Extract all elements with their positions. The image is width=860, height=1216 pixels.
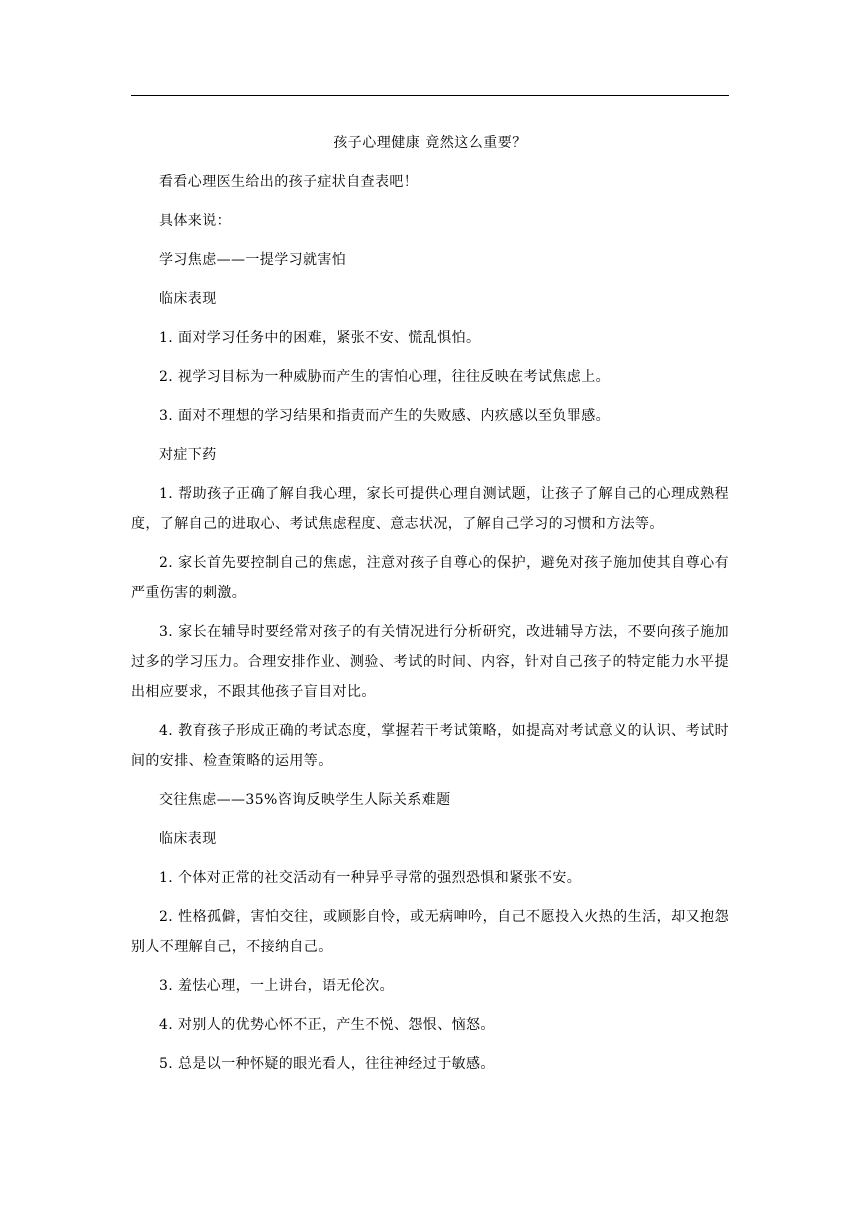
list-item: 2. 家长首先要控制自己的焦虑，注意对孩子自尊心的保护，避免对孩子施加使其自尊心有严重伤害的刺激。	[131, 555, 729, 601]
list-item: 2. 视学习目标为一种威胁而产生的害怕心理，往往反映在考试焦虑上。	[159, 369, 611, 385]
document-body	[131, 128, 729, 1088]
header-rule	[131, 95, 729, 96]
list-item: 3. 家长在辅导时要经常对孩子的有关情况进行分析研究，改进辅导方法，不要向孩子施加过多的学习压力。合理安排作业、测验、考试的时间、内容，针对自己孩子的特定能力水平提出相应要求，不跟其他孩子盲目对比。	[131, 624, 729, 700]
document-title: 孩子心理健康 竟然这么重要？	[333, 135, 527, 151]
list-item: 4. 对别人的优势心怀不正，产生不悦、怨恨、恼怒。	[159, 1017, 495, 1033]
list-item: 5. 总是以一种怀疑的眼光看人，往往神经过于敏感。	[159, 1056, 495, 1072]
subheading-symptoms: 临床表现	[159, 831, 217, 847]
list-item: 1. 帮助孩子正确了解自我心理，家长可提供心理自测试题，让孩子了解自己的心理成熟程度，了解自己的进取心、考试焦虑程度、意志状况，了解自己学习的习惯和方法等。	[131, 486, 729, 532]
subheading-symptoms: 临床表现	[159, 291, 217, 307]
section-heading-social-anxiety: 交往焦虑——35%咨询反映学生人际关系难题	[159, 792, 451, 808]
list-item: 1. 面对学习任务中的困难，紧张不安、慌乱惧怕。	[159, 330, 481, 346]
list-item: 1. 个体对正常的社交活动有一种异乎寻常的强烈恐惧和紧张不安。	[159, 870, 582, 886]
list-item: 4. 教育孩子形成正确的考试态度，掌握若干考试策略，如提高对考试意义的认识、考试时间的安排、检查策略的运用等。	[131, 723, 729, 769]
list-item: 2. 性格孤僻，害怕交往，或顾影自怜，或无病呻吟，自己不愿投入火热的生活，却又抱怨别人不理解自己，不接纳自己。	[131, 909, 729, 955]
list-item: 3. 羞怯心理，一上讲台，语无伦次。	[159, 978, 395, 994]
subheading-remedy: 对症下药	[159, 447, 217, 463]
list-item: 3. 面对不理想的学习结果和指责而产生的失败感、内疚感以至负罪感。	[159, 408, 611, 424]
intro-lead: 具体来说：	[159, 213, 231, 229]
intro-paragraph: 看看心理医生给出的孩子症状自查表吧！	[159, 174, 419, 190]
section-heading-study-anxiety: 学习焦虑——一提学习就害怕	[159, 252, 347, 268]
